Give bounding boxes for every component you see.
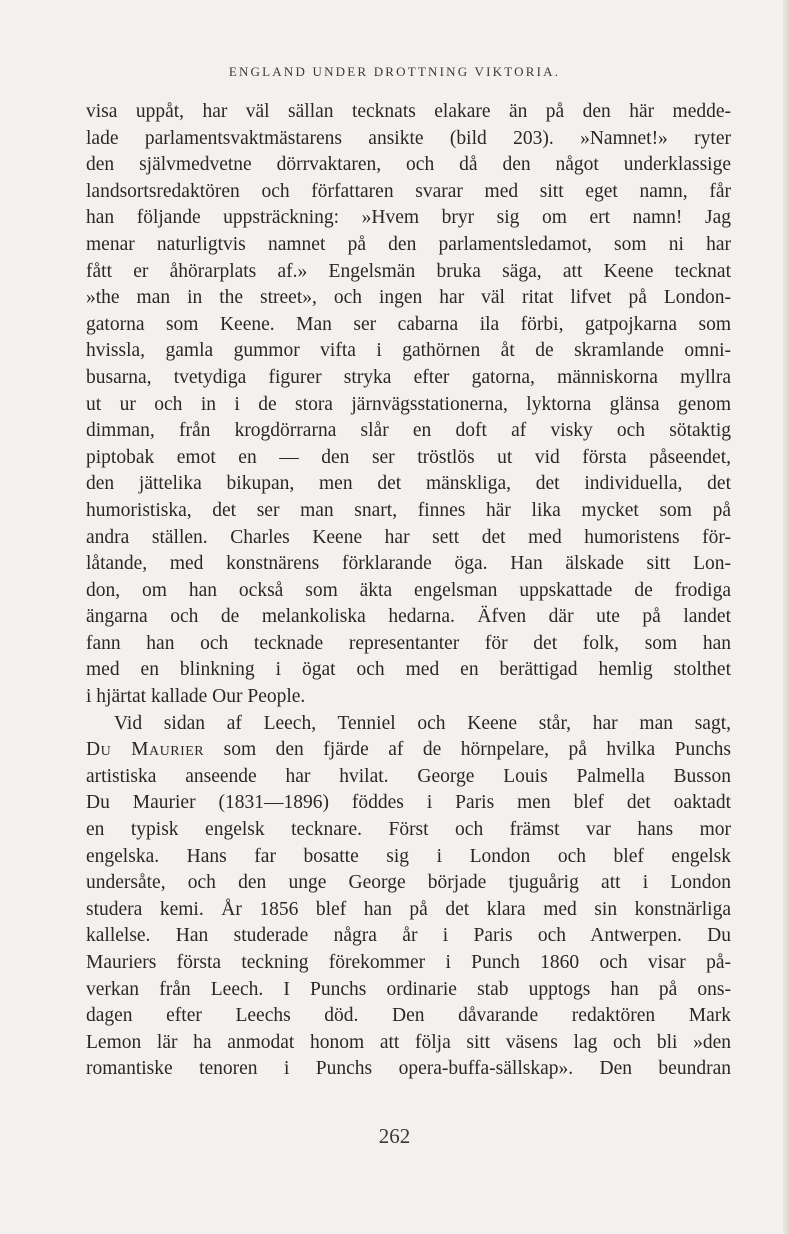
page-number: 262 bbox=[378, 1124, 411, 1148]
text-line: kallelse. Han studerade några år i Paris och Antwerpen. Du bbox=[86, 925, 731, 947]
text-line: menar naturligtvis namnet på den parlamentsledamot, som ni har bbox=[86, 233, 731, 255]
text-line: Lemon lär ha anmodat honom att följa sitt väsens lag och bli »den bbox=[86, 1031, 731, 1053]
text-line: humoristiska, det ser man snart, finnes här lika mycket som på bbox=[86, 499, 731, 521]
text-line: dimman, från krogdörrarna slår en doft af visky och sötaktig bbox=[86, 420, 731, 442]
page-edge-shadow bbox=[783, 0, 789, 1234]
text-line: en typisk engelsk tecknare. Först och främst var hans mor bbox=[86, 819, 731, 841]
text-line: den självmedvetne dörrvaktaren, och då den något underklassige bbox=[86, 154, 731, 176]
text-line: »the man in the street», och ingen har väl ritat lifvet på London- bbox=[86, 287, 731, 309]
text-line-paragraph-end: i hjärtat kallade Our People. bbox=[86, 686, 306, 708]
text-line-paragraph-start: Vid sidan af Leech, Tenniel och Keene står, har man sagt, bbox=[114, 712, 731, 734]
text-line bbox=[86, 737, 731, 764]
text-line: don, om han också som äkta engelsman uppskattade de frodiga bbox=[86, 579, 731, 601]
text-line: visa uppåt, har väl sällan tecknats elakare än på den här medde- bbox=[86, 101, 731, 122]
text-line: lade parlamentsvaktmästarens ansikte (bild 203). »Namnet!» ryter bbox=[86, 127, 731, 149]
text-line: låtande, med konstnärens förklarande öga. Han älskade sitt Lon- bbox=[86, 553, 731, 575]
text-line: undersåte, och den unge George började tjuguårig att i London bbox=[86, 872, 731, 894]
text-line: ut ur och in i de stora järnvägsstationerna, lyktorna glänsa genom bbox=[86, 393, 731, 415]
text-line: med en blinkning i ögat och med en berättigad hemlig stolthet bbox=[86, 659, 731, 681]
name-small-caps: Du Maurier bbox=[86, 739, 205, 761]
text-fragment: som den fjärde af de hörnpelare, på hvilka Punchs bbox=[223, 739, 731, 761]
text-line: artistiska anseende har hvilat. George Louis Palmella Busson bbox=[86, 765, 731, 787]
text-line: han följande uppsträckning: »Hvem bryr sig om ert namn! Jag bbox=[86, 207, 731, 229]
text-line: andra ställen. Charles Keene har sett det med humoristens för- bbox=[86, 526, 731, 548]
text-line: fått er åhörarplats af.» Engelsmän bruka säga, att Keene tecknat bbox=[86, 260, 731, 282]
body-text bbox=[86, 99, 731, 1083]
text-line: gatorna som Keene. Man ser cabarna ila förbi, gatpojkarna som bbox=[86, 313, 731, 335]
text-line: engelska. Hans far bosatte sig i London och blef engelsk bbox=[86, 845, 731, 867]
text-line: landsortsredaktören och författaren svarar med sitt eget namn, får bbox=[86, 180, 731, 202]
text-line: hvissla, gamla gummor vifta i gathörnen åt de skramlande omni- bbox=[86, 340, 731, 362]
text-line: verkan från Leech. I Punchs ordinarie stab upptogs han på ons- bbox=[86, 978, 731, 1000]
text-line: piptobak emot en — den ser tröstlös ut vid första påseendet, bbox=[86, 446, 731, 468]
text-line: Du Maurier (1831—1896) föddes i Paris men blef det oaktadt bbox=[86, 792, 731, 814]
text-line: den jättelika bikupan, men det mänskliga, det individuella, det bbox=[86, 473, 731, 495]
text-line: fann han och tecknade representanter för det folk, som han bbox=[86, 632, 731, 654]
text-line: studera kemi. År 1856 blef han på det klara med sin konstnärliga bbox=[86, 898, 731, 920]
text-line: busarna, tvetydiga figurer stryka efter gatorna, människorna myllra bbox=[86, 366, 731, 388]
text-line: dagen efter Leechs död. Den dåvarande redaktören Mark bbox=[86, 1005, 731, 1027]
text-line: romantiske tenoren i Punchs opera-buffa-sällskap». Den beundran bbox=[86, 1058, 731, 1080]
text-line: ängarna och de melankoliska hedarna. Äfven där ute på landet bbox=[86, 606, 731, 628]
running-head: ENGLAND UNDER DROTTNING VIKTORIA. bbox=[228, 64, 561, 79]
text-line: Mauriers första teckning förekommer i Punch 1860 och visar på- bbox=[86, 952, 731, 973]
